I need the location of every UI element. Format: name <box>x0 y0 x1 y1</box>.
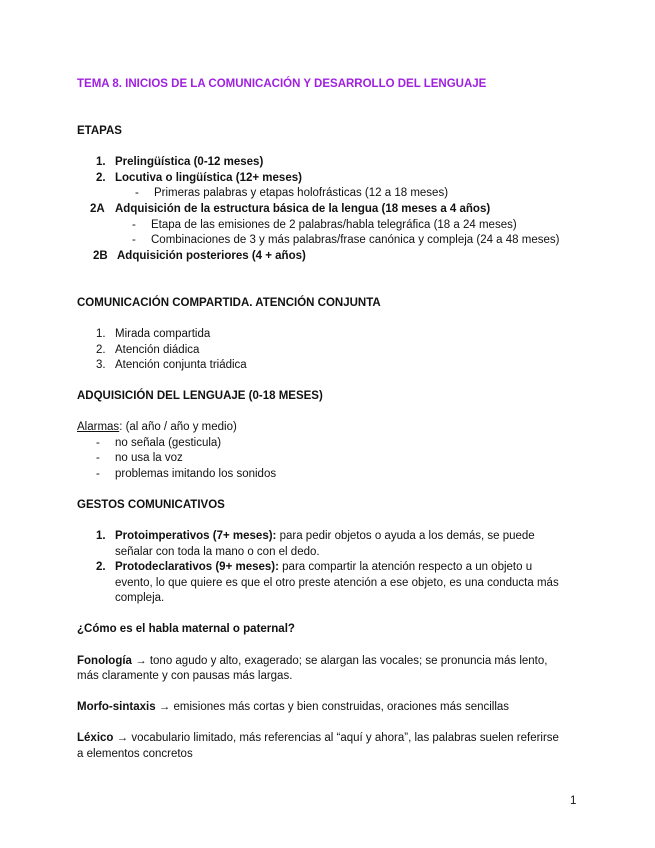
dash-bullet: - <box>96 437 100 449</box>
list-item: Mirada compartida <box>115 328 211 340</box>
etapa-item: Locutiva o lingüística (12+ meses) <box>115 172 302 184</box>
gesto-item: Protoimperativos (7+ meses): para pedir objetos o ayuda a los demás, se puede <box>115 530 535 542</box>
list-marker: 2. <box>96 561 106 573</box>
alarma-item: problemas imitando los sonidos <box>115 468 277 480</box>
morfo-term: Morfo-sintaxis <box>77 701 156 713</box>
page-number: 1 <box>570 795 577 807</box>
list-marker: 1. <box>96 156 106 168</box>
gesto-item: Protodeclarativos (9+ meses): para compartir la atención respecto a un objeto u <box>115 561 533 573</box>
etapa-item: Adquisición de la estructura básica de la lengua (18 meses a 4 años) <box>115 203 491 215</box>
alarmas-line <box>77 420 237 435</box>
list-marker: 1. <box>96 328 106 340</box>
document-title: TEMA 8. INICIOS DE LA COMUNICACIÓN Y DESARROLLO DEL LENGUAJE <box>77 78 487 90</box>
dash-bullet: - <box>96 468 100 480</box>
fonologia-continued: más claramente y con pausas más largas. <box>77 670 293 682</box>
list-item: Atención diádica <box>115 344 200 356</box>
dash-bullet: - <box>132 219 136 231</box>
gesto-item-continued: compleja. <box>115 592 165 604</box>
dash-bullet: - <box>135 187 139 199</box>
comunicacion-heading: COMUNICACIÓN COMPARTIDA. ATENCIÓN CONJUNTA <box>77 297 381 309</box>
gestos-heading: GESTOS COMUNICATIVOS <box>77 499 225 511</box>
etapa-item: Adquisición posteriores (4 + años) <box>117 250 306 262</box>
list-marker: 2B <box>93 250 108 262</box>
etapa-item: Prelingüística (0-12 meses) <box>115 156 264 168</box>
alarmas-note: : (al año / año y medio) <box>119 421 237 433</box>
list-item: Atención conjunta triádica <box>115 359 247 371</box>
gesto-item-continued: señalar con toda la mano o con el dedo. <box>115 546 320 558</box>
lexico-continued: a elementos concretos <box>77 748 193 760</box>
etapa-subitem: Etapa de las emisiones de 2 palabras/habla telegráfica (18 a 24 meses) <box>151 219 517 231</box>
gesto-term: Protodeclarativos (9+ meses): <box>115 561 279 573</box>
list-marker: 1. <box>96 530 106 542</box>
list-marker: 2A <box>90 203 105 215</box>
alarma-item: no usa la voz <box>115 452 183 464</box>
lexico-paragraph: Léxico → vocabulario limitado, más referencias al “aquí y ahora”, las palabras suelen referirse <box>77 732 559 744</box>
alarmas-label: Alarmas <box>77 421 120 433</box>
fonologia-term: Fonología <box>77 655 132 667</box>
fonologia-paragraph: Fonología → tono agudo y alto, exagerado; se alargan las vocales; se pronuncia más lento, <box>77 655 548 667</box>
gesto-term: Protoimperativos (7+ meses): <box>115 530 277 542</box>
list-marker: 3. <box>96 359 106 371</box>
dash-bullet: - <box>96 452 100 464</box>
dash-bullet: - <box>132 234 136 246</box>
list-marker: 2. <box>96 172 106 184</box>
alarma-item: no señala (gesticula) <box>115 437 222 449</box>
etapas-heading: ETAPAS <box>77 125 122 137</box>
morfo-paragraph: Morfo-sintaxis → emisiones más cortas y bien construidas, oraciones más sencillas <box>77 701 510 713</box>
lexico-term: Léxico <box>77 732 114 744</box>
list-marker: 2. <box>96 344 106 356</box>
gesto-item-continued: evento, lo que quiere es que el otro preste atención a ese objeto, es una conducta más <box>115 577 559 589</box>
etapa-subitem: Primeras palabras y etapas holofrásticas (12 a 18 meses) <box>154 187 449 199</box>
habla-question: ¿Cómo es el habla maternal o paternal? <box>77 623 295 635</box>
adquisicion-heading: ADQUISICIÓN DEL LENGUAJE (0-18 MESES) <box>77 390 323 402</box>
etapa-subitem: Combinaciones de 3 y más palabras/frase canónica y compleja (24 a 48 meses) <box>151 234 560 246</box>
